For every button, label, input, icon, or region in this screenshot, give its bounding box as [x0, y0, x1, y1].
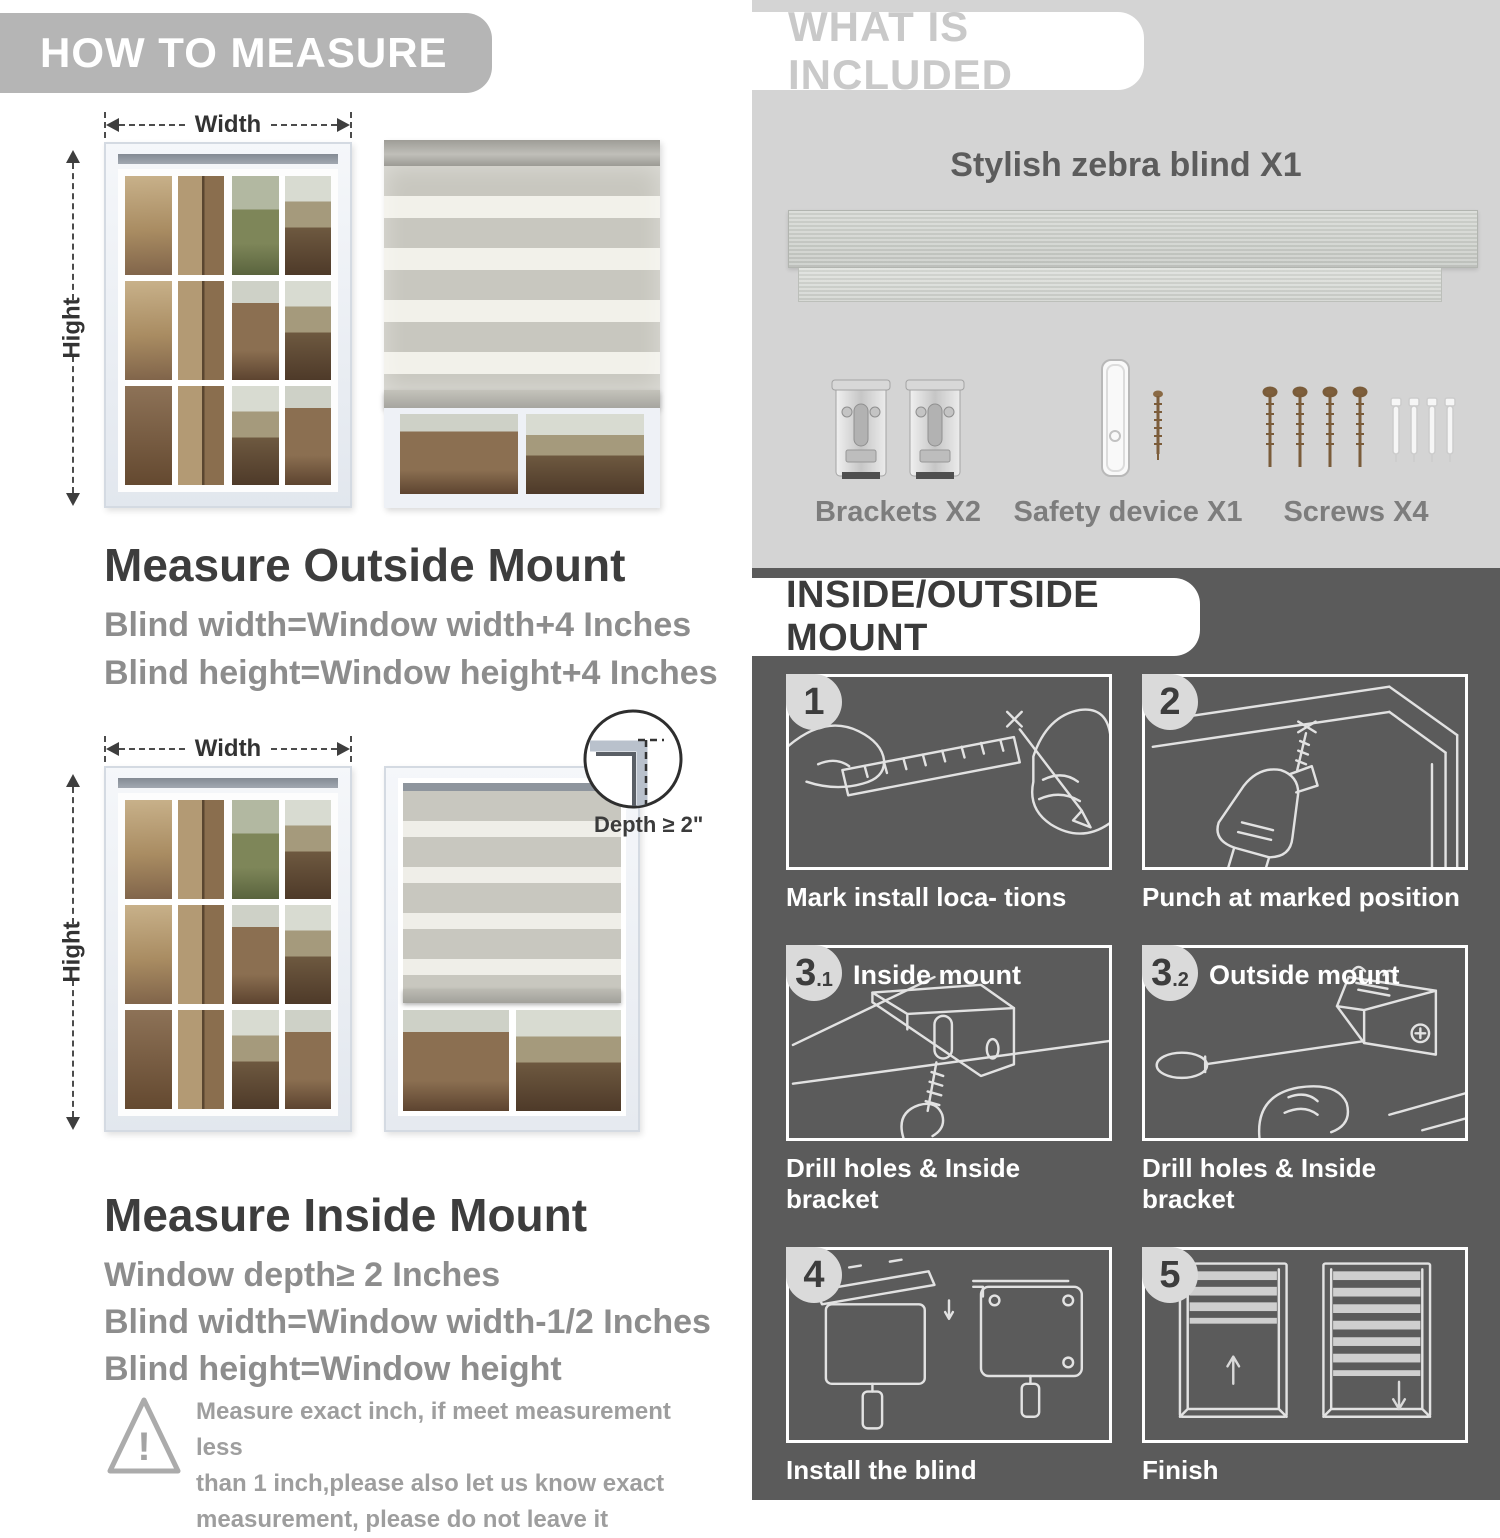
blind-stripes	[403, 791, 621, 989]
inside-mount-title: Measure Inside Mount	[104, 1189, 588, 1241]
depth-note: Depth ≥ 2"	[594, 812, 704, 837]
window-sash	[232, 800, 331, 1109]
safety-device-image	[1008, 356, 1248, 488]
what-is-included-header-label: WHAT IS INCLUDED	[788, 3, 1013, 98]
step-4-panel	[786, 1247, 1112, 1443]
step-3-2	[1142, 945, 1468, 1215]
step-caption: Mark install loca- tions	[786, 882, 1067, 912]
screws-image	[1248, 368, 1464, 488]
height-label: Hight	[59, 921, 86, 983]
step-caption: Install the blind	[786, 1455, 977, 1485]
mount-steps-section	[752, 568, 1500, 1500]
step-2-panel	[1142, 674, 1468, 870]
arrowhead-up-icon	[66, 774, 80, 787]
height-label: Hight	[59, 297, 86, 359]
what-is-included-header	[752, 3, 1144, 98]
svg-text:!: !	[137, 1425, 151, 1469]
step-number-badge: 1	[786, 674, 842, 730]
outside-mount-title: Measure Outside Mount	[104, 539, 626, 591]
window-under-blind	[403, 1003, 621, 1111]
tick	[350, 112, 352, 138]
window-illustration-inside	[104, 766, 352, 1132]
step-number-badge: 2	[1142, 674, 1198, 730]
step-2	[1142, 674, 1468, 913]
step-caption: Drill holes & Inside bracket	[1142, 1153, 1377, 1214]
blind-bottom-rail	[384, 390, 660, 408]
how-to-measure-section	[0, 0, 748, 1533]
how-to-measure-header	[0, 13, 492, 93]
arrowhead-down-icon	[66, 1117, 80, 1130]
warning-line: than 1 inch,please also let us know exact	[196, 1470, 665, 1497]
width-arrow-outside	[104, 112, 352, 138]
arrowhead-down-icon	[66, 493, 80, 506]
blind-headrail-image	[788, 210, 1478, 268]
step-title: Inside mount	[853, 960, 1021, 990]
zebra-blind-illustration-outside	[384, 140, 660, 508]
step-1	[786, 674, 1112, 913]
step-3-1	[786, 945, 1112, 1215]
inside-formula-height: Blind height=Window height	[104, 1350, 562, 1388]
what-is-included-section	[752, 0, 1500, 568]
inside-outside-mount-header-label: INSIDE/OUTSIDE MOUNT	[786, 574, 1100, 659]
step-number-badge: 3 .2	[1142, 945, 1198, 1001]
arrowhead-right-icon	[337, 742, 350, 756]
window-lintel	[118, 778, 338, 788]
inside-formula-width: Blind width=Window width-1/2 Inches	[104, 1303, 711, 1341]
step-3-2-panel	[1142, 945, 1468, 1141]
step-title: Outside mount	[1209, 960, 1400, 990]
warning-triangle-icon	[104, 1392, 184, 1480]
step-number-badge: 3 .1	[786, 945, 842, 1001]
how-to-measure-header-label: HOW TO MEASURE	[40, 29, 448, 76]
window-lintel	[118, 154, 338, 164]
blind-stripes	[384, 166, 660, 390]
blind-bottom-rail	[403, 989, 621, 1003]
depth-magnifier-icon	[580, 706, 686, 812]
window-sash	[232, 176, 331, 485]
inside-outside-mount-header	[752, 574, 1200, 659]
step-1-panel	[786, 674, 1112, 870]
window-sash	[125, 176, 224, 485]
outside-formula-height: Blind height=Window height+4 Inches	[104, 654, 718, 692]
arrowhead-right-icon	[337, 118, 350, 132]
brackets-image	[788, 376, 1008, 488]
step-3-1-panel	[786, 945, 1112, 1141]
window-sash	[125, 800, 224, 1109]
brackets-label: Brackets X2	[814, 496, 982, 528]
blind-valance-image	[798, 268, 1442, 302]
outside-formula-width: Blind width=Window width+4 Inches	[104, 606, 692, 644]
safety-device-label: Safety device X1	[1013, 496, 1243, 528]
warning-text	[196, 1394, 676, 1538]
step-5	[1142, 1247, 1468, 1486]
height-arrow-outside	[58, 150, 88, 506]
product-label: Stylish zebra blind X1	[950, 146, 1302, 184]
step-caption: Punch at marked position	[1142, 882, 1460, 912]
step-caption: Finish	[1142, 1455, 1219, 1485]
width-arrow-inside	[104, 736, 352, 762]
inside-formula-depth: Window depth≥ 2 Inches	[104, 1256, 501, 1294]
height-arrow-inside	[58, 774, 88, 1130]
warning-line: Measure exact inch, if meet measurement less	[196, 1398, 671, 1461]
step-number-badge: 4	[786, 1247, 842, 1303]
step-5-panel	[1142, 1247, 1468, 1443]
arrowhead-up-icon	[66, 150, 80, 163]
warning-line: measurement, please do not leave it	[196, 1506, 609, 1533]
window-illustration-outside	[104, 142, 352, 508]
step-number-badge: 5	[1142, 1247, 1198, 1303]
window-under-blind	[384, 408, 660, 508]
width-label: Width	[194, 111, 262, 138]
step-caption: Drill holes & Inside bracket	[786, 1153, 1021, 1214]
width-label: Width	[194, 735, 262, 762]
blind-cassette	[384, 140, 660, 166]
screws-label: Screws X4	[1283, 496, 1429, 528]
arrowhead-left-icon	[106, 742, 119, 756]
step-4	[786, 1247, 1112, 1486]
arrowhead-left-icon	[106, 118, 119, 132]
